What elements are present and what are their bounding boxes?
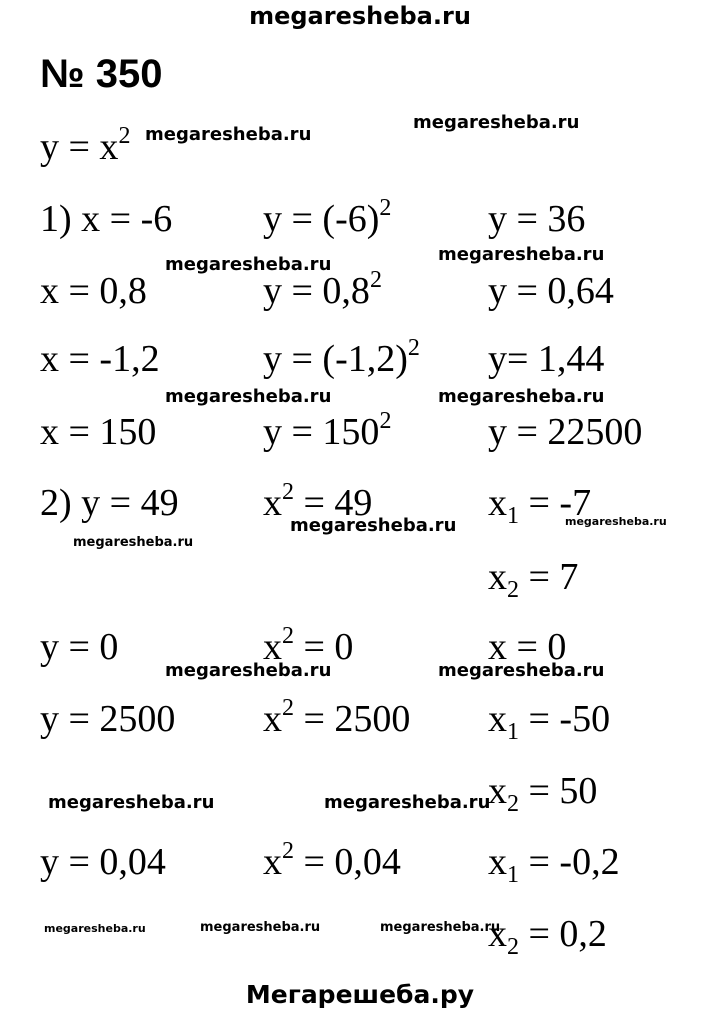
root-index: 1 bbox=[507, 503, 519, 529]
root-index: 2 bbox=[507, 791, 519, 817]
var-x: x bbox=[488, 556, 507, 598]
watermark: megaresheba.ru bbox=[438, 386, 605, 407]
part2-equation-3 bbox=[263, 695, 411, 740]
part1-expr-1 bbox=[263, 195, 392, 240]
root-index: 1 bbox=[507, 862, 519, 888]
var-x: x bbox=[488, 698, 507, 740]
watermark: megaresheba.ru bbox=[165, 660, 332, 681]
watermark: megaresheba.ru bbox=[44, 922, 146, 935]
part1-result-4: y = 22500 bbox=[488, 411, 643, 453]
expr-base: y = (-1,2) bbox=[263, 338, 408, 380]
expr-base: y = 0,8 bbox=[263, 270, 370, 312]
watermark: megaresheba.ru bbox=[438, 660, 605, 681]
part2-root-4b bbox=[488, 913, 607, 960]
expr-exponent: 2 bbox=[379, 195, 392, 221]
formula-exponent: 2 bbox=[118, 123, 131, 149]
part1-expr-4 bbox=[263, 408, 392, 453]
watermark: megaresheba.ru bbox=[438, 244, 605, 265]
var-x: x bbox=[488, 770, 507, 812]
var-x: x bbox=[263, 482, 282, 524]
site-header: megaresheba.ru bbox=[249, 2, 471, 30]
watermark: megaresheba.ru bbox=[73, 535, 194, 550]
square-exponent: 2 bbox=[282, 623, 294, 649]
root-index: 1 bbox=[507, 719, 519, 745]
task-number: № 350 bbox=[40, 52, 163, 96]
watermark: megaresheba.ru bbox=[200, 920, 321, 935]
square-exponent: 2 bbox=[282, 838, 294, 864]
part2-equation-4 bbox=[263, 838, 401, 883]
root-value: = 0,2 bbox=[519, 913, 607, 955]
expr-exponent: 2 bbox=[407, 335, 420, 361]
var-x: x bbox=[488, 482, 507, 524]
watermark: megaresheba.ru bbox=[165, 386, 332, 407]
part2-root-2: x = 0 bbox=[488, 626, 567, 668]
part1-label-1: 1) x = -6 bbox=[40, 198, 173, 240]
equation-rest: = 0,04 bbox=[294, 841, 401, 883]
formula-base: y = x bbox=[40, 126, 119, 168]
watermark: megaresheba.ru bbox=[290, 515, 457, 536]
root-index: 2 bbox=[507, 934, 519, 960]
expr-exponent: 2 bbox=[379, 408, 392, 434]
part1-label-3: x = -1,2 bbox=[40, 338, 160, 380]
var-x: x bbox=[488, 913, 507, 955]
watermark: megaresheba.ru bbox=[413, 112, 580, 133]
watermark: megaresheba.ru bbox=[565, 515, 667, 528]
watermark: megaresheba.ru bbox=[165, 254, 332, 275]
watermark: megaresheba.ru bbox=[145, 124, 312, 145]
root-value: = 7 bbox=[519, 556, 579, 598]
root-index: 2 bbox=[507, 577, 519, 603]
part1-label-4: x = 150 bbox=[40, 411, 157, 453]
var-x: x bbox=[263, 698, 282, 740]
part2-root-3b bbox=[488, 770, 598, 817]
expr-exponent: 2 bbox=[369, 267, 382, 293]
formula bbox=[40, 123, 131, 168]
site-footer: Мегарешеба.ру bbox=[245, 980, 475, 1009]
part1-result-3: y= 1,44 bbox=[488, 338, 605, 380]
var-x: x bbox=[488, 841, 507, 883]
square-exponent: 2 bbox=[282, 479, 294, 505]
expr-base: y = 150 bbox=[263, 411, 380, 453]
part2-root-3a bbox=[488, 698, 611, 745]
var-x: x bbox=[263, 626, 282, 668]
part1-expr-2 bbox=[263, 267, 382, 312]
root-value: = 50 bbox=[519, 770, 598, 812]
part2-root-4a bbox=[488, 841, 620, 888]
part2-label-1: 2) y = 49 bbox=[40, 482, 179, 524]
part2-label-4: y = 0,04 bbox=[40, 841, 166, 883]
part1-result-1: y = 36 bbox=[488, 198, 586, 240]
part2-label-3: y = 2500 bbox=[40, 698, 176, 740]
part1-expr-3 bbox=[263, 335, 420, 380]
watermark: megaresheba.ru bbox=[380, 920, 501, 935]
equation-rest: = 49 bbox=[294, 482, 373, 524]
part2-root-1b bbox=[488, 556, 579, 603]
part1-result-2: y = 0,64 bbox=[488, 270, 614, 312]
square-exponent: 2 bbox=[282, 695, 294, 721]
watermark: megaresheba.ru bbox=[324, 792, 491, 813]
equation-rest: = 2500 bbox=[294, 698, 411, 740]
part2-label-2: y = 0 bbox=[40, 626, 119, 668]
root-value: = -7 bbox=[519, 482, 592, 524]
root-value: = -0,2 bbox=[519, 841, 620, 883]
expr-base: y = (-6) bbox=[263, 198, 380, 240]
part1-label-2: x = 0,8 bbox=[40, 270, 147, 312]
equation-rest: = 0 bbox=[294, 626, 354, 668]
root-value: = -50 bbox=[519, 698, 611, 740]
watermark: megaresheba.ru bbox=[48, 792, 215, 813]
var-x: x bbox=[263, 841, 282, 883]
